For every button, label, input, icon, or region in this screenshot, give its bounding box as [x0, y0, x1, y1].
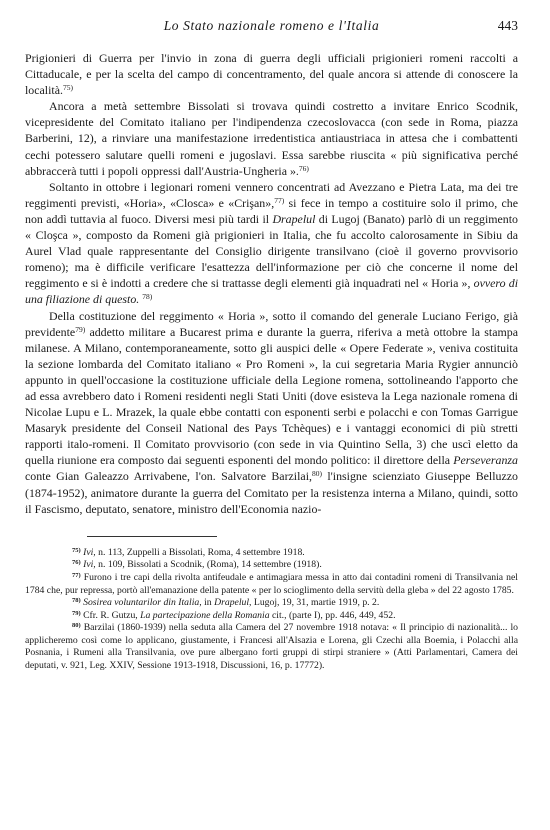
- paragraph: [25, 50, 518, 98]
- text-run: n. 109, Bissolati a Scodnik, (Roma), 14 settembre (1918).: [95, 559, 322, 571]
- text-run: cit., (parte I), pp. 446, 449, 452.: [269, 609, 396, 621]
- text-run: Soltanto in ottobre i legionari romeni vennero concentrati ad Avezzano e Pietra Lata, ma dei tre reggimenti previsti, «Horia», «Closca» e «Crişan»,: [25, 179, 518, 210]
- running-title: Lo Stato nazionale romeno e l'Italia: [163, 18, 380, 33]
- text-run: di Lugoj (Banato) parlò di un reggimento « Cloşca », composto da Romeni già prigionieri in Italia, che fu accolto calorosamente in Sibiu da Aurel Vlad quale rappresentante del Consiglio dirigente transilvano (cioè il governo provvisorio romeno); ma è difficile verificare l'esattezza dell'informazione per ciò che concerne il nome del reggimento e si è indotti a credere che si trattasse degli elementi già inquadrati nel « Horia »,: [25, 211, 518, 291]
- text-run: Della costituzione del reggimento « Horia », sotto il comando del generale Luciano Ferigo, già previdente: [25, 308, 518, 339]
- footnote-ref: 79): [75, 324, 86, 334]
- footnote: [25, 547, 518, 560]
- italic-text: Ivi,: [83, 559, 96, 571]
- italic-text: Drapelul: [272, 211, 316, 226]
- footnote-ref: 78): [72, 597, 81, 605]
- text-run: Prigionieri di Guerra per l'invio in zona di guerra degli ufficiali prigionieri romeni raccolti a Cittaducale, e per la scelta del campo di concentramento, del quale ancora si attende di conoscere la località.: [25, 51, 518, 98]
- text-run: si fece in tempo a costituire solo il primo, che non addì tuttavia al fuoco. Diversi mesi più tardi il: [25, 195, 519, 226]
- italic-text: Sosirea voluntarilor din Italia,: [83, 597, 202, 609]
- text-run: in: [201, 597, 215, 609]
- footnote-ref: 77): [72, 571, 81, 579]
- page-number: 443: [497, 18, 518, 33]
- text-run: Furono i tre capi della rivolta antifeudale e antimagiara messa in atto dai contadini romeni di Transilvania nel 1784 che, pur repressa, portò all'emanazione della patente « per lo scioglimento della servitù della gleba » del 22 agosto 1785.: [25, 571, 518, 596]
- paragraph: [25, 308, 518, 517]
- footnote: [25, 559, 518, 572]
- italic-text: La partecipazione della Romania: [140, 609, 270, 621]
- footnote: [25, 610, 518, 623]
- body-text: [25, 50, 518, 517]
- text-run: Ancora a metà settembre Bissolati si trovava quindi costretto a invitare Enrico Scodnik, vicepresidente del Comitato italiano per l'indipendenza czecoslovacca (con sede in Roma, piazza Barberini, 12), a rinviare una manifestazione irredentistica antiaustriaca in attesa che i combattenti cechi potessero salutare quelli romeni e jugoslavi. Essa sarebbe riuscita « più significativa perché abbraccerà tutti i popoli oppressi dall'Austria-Ungheria ».: [25, 99, 518, 178]
- footnote-ref: 78): [142, 292, 153, 302]
- footnote-ref: 75): [72, 546, 81, 554]
- footnote: [25, 622, 518, 672]
- text-run: addetto militare a Bucarest prima e durante la guerra, riferiva a metà ottobre la stampa milanese. A Milano, contemporaneamente, sotto gli auspici delle « Opere Federate », veniva costituita la sezione lombarda del Comitato italiano « Pro Romeni », la cui segretaria Maria Rygier annunciò appunto in quell'occasione la costituzione ufficiale della Legione romena, sottolineando l'apporto che ad essa avrebbero dato i Romeni residenti negli Stati Uniti (dove esisteva la Lega nazionale romena di Nicolae Lupu e L. Mrazek, la quale ebbe contatti con esponenti serbi e polacchi e con Tomas Garrigue Masaryk presidente del Conseil National des Pays Tchèques) e i vantaggi economici di più stretti rapporti italo-romeni. Il Comitato provvisorio (con sede in via Quintino Sella, 3) che uscì eletto da quella riunione era composto dai seguenti esponenti del mondo politico: il direttore della: [25, 324, 518, 468]
- text-run: Barzilai (1860-1939) nella seduta alla Camera del 27 novembre 1918 notava: « Il principio di nazionalità... lo applicheremo così come lo applicano, giustamente, i Francesi all'Alsazia e Lorena, gli Czechi alla Boemia, i Polacchi alla Posnania, i Rumeni alla Transilvania, ove pure albergano forti gruppi di stirpi straniere » (Atti Parlamentari, Camera dei deputati, v. 921, Leg. XXIV, Sessione 1913-1918, Discussioni, 16, p. 17772).: [25, 622, 518, 672]
- footnote-ref: 76): [72, 559, 81, 567]
- text-run: l'insigne scienziato Giuseppe Belluzzo (1874-1952), animatore durante la guerra del Comitato per la resistenza interna a Milano, quindi, sotto il Fascismo, deputato, senatore, ministro dell'Economia nazio-: [25, 469, 518, 516]
- italic-text: Ivi,: [83, 546, 96, 558]
- text-run: Cfr. R. Gutzu,: [80, 609, 141, 621]
- text-run: Lugoj, 19, 31, martie 1919, p. 2.: [251, 597, 380, 609]
- italic-text: Drapelul,: [214, 597, 252, 609]
- italic-text: ovvero di una filiazione di questo.: [25, 276, 519, 307]
- footnote: [25, 597, 518, 610]
- page-header: [25, 18, 518, 40]
- footnote-ref: 80): [72, 622, 81, 630]
- footnote-ref: 79): [72, 609, 81, 617]
- paragraph: [25, 179, 518, 308]
- footnote: [25, 572, 518, 597]
- paragraph: [25, 98, 518, 178]
- footnote-divider: [87, 536, 217, 537]
- footnote-ref: 75): [62, 83, 73, 93]
- italic-text: Perseveranza: [453, 453, 518, 468]
- text-run: n. 113, Zuppelli a Bissolati, Roma, 4 settembre 1918.: [95, 546, 305, 558]
- footnote-ref: 80): [311, 469, 322, 479]
- footnote-ref: 76): [298, 163, 309, 173]
- footnotes: [25, 547, 518, 673]
- text-run: conte Gian Galeazzo Arrivabene, l'on. Salvatore Barzilai,: [25, 469, 312, 484]
- footnote-ref: 77): [274, 195, 285, 205]
